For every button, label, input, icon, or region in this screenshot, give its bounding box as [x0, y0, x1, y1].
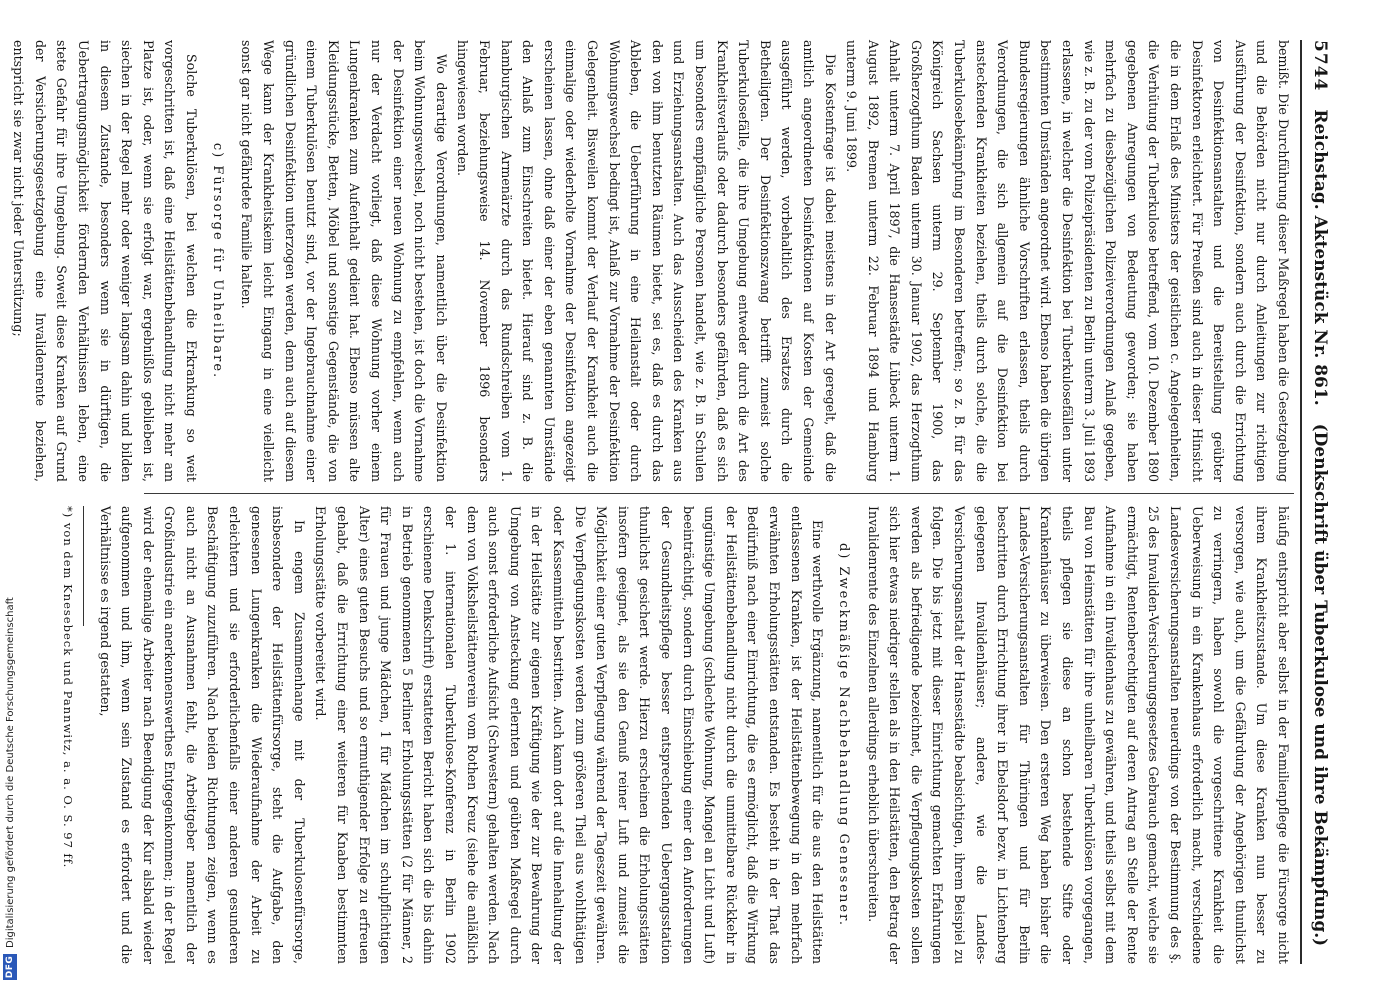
- section-heading: d) Zweckmäßige Nachbehandlung Genesener.: [836, 542, 852, 928]
- paragraph: Wo derartige Verordnungen, namentlich über die Desinfektion beim Wohnungswechsel, noch nicht bestehen, ist doch die Vornahme der Desinfektion einer neuen Wohnung zu empfehlen, wenn auch nur der Verdacht vorliegt, daß diese Wohnung vorher einem Lungenkranken zum Aufenthalt gedient hat. Ebenso müssen alte Kleidungsstücke, Betten, Möbel und sonstige Gegenstände, die von einem Tuberkulösen benutzt sind, vor der Ingebrauchnahme einer gründlichen Desinfektion unterzogen werden, denn auch auf diesem Wege kann der Krankheitskeim leicht Eingang in eine vielleicht sonst gar nicht gefährdete Familie halten.: [239, 40, 449, 482]
- digitization-credit: Digitalisierung gefördert durch die Deutsche Forschungsgemeinschaft: [4, 597, 16, 948]
- page-number: 5744: [1310, 40, 1330, 92]
- paragraph: Solche Tuberkulösen, bei welchen die Erkrankung so weit vorgeschritten ist, daß eine Heilstättenbehandlung nicht mehr am Platze ist, oder, wenn sie erfolgt war, ergebnißlos geblieben ist, siechen in der Regel mehr oder weniger langsam dahin und bilden in diesem Zustande, besonders wenn sie in dürftigen, die Uebertragungsmöglichkeit fördernden Verhältnissen leben, eine stete Gefahr für ihre Umgebung. Soweit diese Kranken auf Grund der Versicherungsgesetzgebung eine Invalidenrente beziehen, entspricht sie zwar nicht jeder Unterstützung;: [11, 40, 199, 482]
- footnote-rule: [83, 506, 84, 626]
- right-column: [60, 506, 1294, 964]
- paragraph: häufig entspricht aber selbst in der Familienpflege die Fürsorge nicht ihrem Krankheitszustande. Um diese Kranken nun besser zu versorgen, wie auch, um die Gefährdung der Angehörigen thunlichst zu verringern, haben sowohl die vorgeschrittene Krankheit die Ueberweisung in ein Krankenhaus erforderlich macht, verschiedene Landesversicherungsanstalten neuerdings von der Bestimmung des §. 25 des Invaliden-Versicherungsgesetzes Gebrauch gemacht, welche sie ermächtigt, Rentenberechtigten auf deren Antrag an Stelle der Rente Aufnahme in ein Invalidenhaus zu gewähren, und theils selbst mit dem Bau von Heimstätten für ihre unheilbaren Tuberkulösen vorgegangen, theils pflegen sie diese an schon bestehende Stifte oder Krankenhäuser zu überweisen. Den ersteren Weg haben bisher die Landes-Versicherungsanstalten für Thüringen und für Berlin beschritten durch Errichtung ihrer in Ebelsdorf bezw. in Lichtenberg gelegenen Invalidenhäuser; andere, wie die Landes-Versicherungsanstalt der Hansestädte beabsichtigen, ihrem Beispiel zu folgen. Die bis jetzt mit dieser Einrichtung gemachten Erfahrungen werden als befriedigende bezeichnet, die Verpflegungskosten sollen sich hier etwas niedriger stellen als in den Heilstätten, den Betrag der Invalidenrente des Einzelnen allerdings erheblich überschreiten.: [865, 506, 1291, 964]
- paragraph: Die Kostenfrage ist dabei meistens in der Art geregelt, daß die amtlich angeordneten Desinfektionen auf Kosten der Gemeinde ausgeführt werden, vorbehaltlich des Ersatzes durch die Betheiligten. Der Desinfektionszwang betrifft zumeist solche Tuberkulosefälle, die ihre Umgebung entweder durch die Art des Krankheitsverlaufs oder dadurch besonders gefährden, daß es sich um besonders empfängliche Personen handelt, wie z. B. in Schulen und Erziehungsanstalten. Auch das Ausscheiden des Kranken aus den von ihm benutzten Räumen bietet, sei es, daß es durch das Ableben, die Ueberführung in eine Heilanstalt oder durch Wohnungswechsel bedingt ist, Anlaß zur Vornahme der Desinfektion Gelegenheit. Bisweilen kommt der Verlauf der Krankheit auch die einmalige oder wiederholte Vornahme der Desinfektion angezeigt erscheinen lassen, ohne daß einer der eben genannten Umstände den Anlaß zum Einschreiten bietet. Hierauf sind z. B. die hamburgischen Armenärzte durch das Rundschreiben vom 1. Februar, beziehungsweise 14. November 1896 besonders hingewiesen worden.: [455, 40, 838, 482]
- dfg-logo: DFG: [5, 955, 15, 979]
- left-column: [11, 40, 1294, 482]
- document-title: (Denkschrift über Tuberkulose und ihre Bekämpfung.): [1310, 423, 1330, 947]
- paragraph: bemißt. Die Durchführung dieser Maßregel haben die Gesetzgebung und die Behörden nicht nur durch Anleitungen zur richtigen Ausführung der Desinfektion, sondern auch durch die Errichtung von Desinfektionsanstalten und die Bereitstellung geübter Desinfektoren erleichtert. Für Preußen sind auch in dieser Hinsicht die in dem Erlaß des Ministers der geistlichen c. Angelegenheiten, die Verhütung der Tuberkulose betreffend, vom 10. Dezember 1890 gegebenen Anregungen von Bedeutung geworden; sie haben mehrfach zu diesbezüglichen Polizeiverordnungen Anlaß gegeben, wie z. B. zu der vom Polizeipräsidenten zu Berlin unterm 3. Juli 1893 erlassene, in welcher die Desinfektion bei Tuberkulosefällen unter bestimmten Umständen angeordnet wird. Ebenso haben die übrigen Bundesregierungen ähnliche Vorschriften erlassen, theils durch Verordnungen, die sich allgemein auf die Desinfektion bei ansteckenden Krankheiten beziehen, theils durch solche, die die Tuberkulosebekämpfung im Besonderen betreffen; so z. B. für das Königreich Sachsen unterm 29. September 1900, das Großherzogthum Baden unterm 30. Januar 1902, das Herzogthum Anhalt unterm 7. April 1897, die Hansestädte Lübeck unterm 1. August 1892, Bremen unterm 22. Februar 1894 und Hamburg unterm 9. Juni 1899.: [844, 40, 1291, 482]
- scanned-page-area: [11, 0, 1397, 1000]
- document-page: [11, 40, 1330, 964]
- header-rule: [1300, 40, 1302, 964]
- footnote: *) von dem Knesebeck und Pannwitz, a. a. O. S. 97 ff.: [60, 506, 75, 869]
- section-heading: c) Fürsorge für Unheilbare.: [209, 142, 225, 380]
- journal-reference: Reichstag. Aktenstück Nr. 861.: [1310, 109, 1330, 406]
- column-divider: [144, 493, 1294, 494]
- paragraph: Eine werthvolle Ergänzung, namentlich für die aus den Heilstätten entlassenen Kranken, ist der Heilstättenbewegung in den mehrfach erwähnten Erholungsstätten entstanden. Es besteht in der That das Bedürfniß nach einer Einrichtung, die es ermöglicht, daß die Wirkung der Heilstättenbehandlung nicht durch die unmittelbare Rückkehr in ungünstige Umgebung (schlechte Wohnung, Mangel an Licht und Luft) beeinträchtigt, sondern durch Einschiebung einer den Anforderungen der Gesundheitspflege besser entsprechenden Uebergangsstation thunlichst gesichert werde. Hierzu erscheinen die Erholungsstätten insofern geeignet, als sie den Genuß reiner Luft und zumeist die Möglichkeit einer guten Verpflegung während der Tageszeit gewähren. Die Verpflegungskosten werden zum größeren Theil aus wohlthätigen oder Kassenmitteln bestritten. Auch kann dort auf die Innehaltung der in der Heilstätte zur eigenen Kräftigung wie der zur Bewahrung der Umgebung von Ansteckung erlernten und geübten Maßregel durch auch sonst erforderliche Aufsicht (Schwestern) gehalten werden. Nach dem von Volksheilstättenverein vom Rothen Kreuz (siehe die anläßlich der 1. internationalen Tuberkulose-Konferenz in Berlin 1902 erschienene Denkschrift) erstatteten Bericht haben sich die bis dahin in Betrieb genommenen 5 Berliner Erholungsstätten (2 für Männer, 2 für Frauen und junge Mädchen, 1 für Mädchen im schulpflichtigen Alter) eines guten Besuchs und so ermuthigender Erfolge zu erfreuen gehabt, daß die Errichtung einer weiteren für Knaben bestimmten Erholungsstätte vorbereitet wird.: [313, 506, 826, 964]
- running-header: [1304, 40, 1330, 964]
- paragraph: In engem Zusammenhange mit der Tuberkulosenfürsorge, insbesondere der Heilstättenfürsorge, steht die Aufgabe, den genesenen Lungenkranken die Wiederaufnahme der Arbeit zu erleichtern und sie erforderlichenfalls einer anderen gesunderen Beschäftigung zuzuführen. Nach beiden Richtungen zeigen, wenn es auch nicht an Ausnahmen fehlt, die Arbeitgeber namentlich der Großindustrie ein anerkennenswerthes Entgegenkommen; in der Regel wird der ehemalige Arbeiter nach Beendigung der Kur alsbald wieder aufgenommen und ihm, wenn sein Zustand es erfordert und die Verhältnisse es irgend gestatten,: [97, 506, 307, 964]
